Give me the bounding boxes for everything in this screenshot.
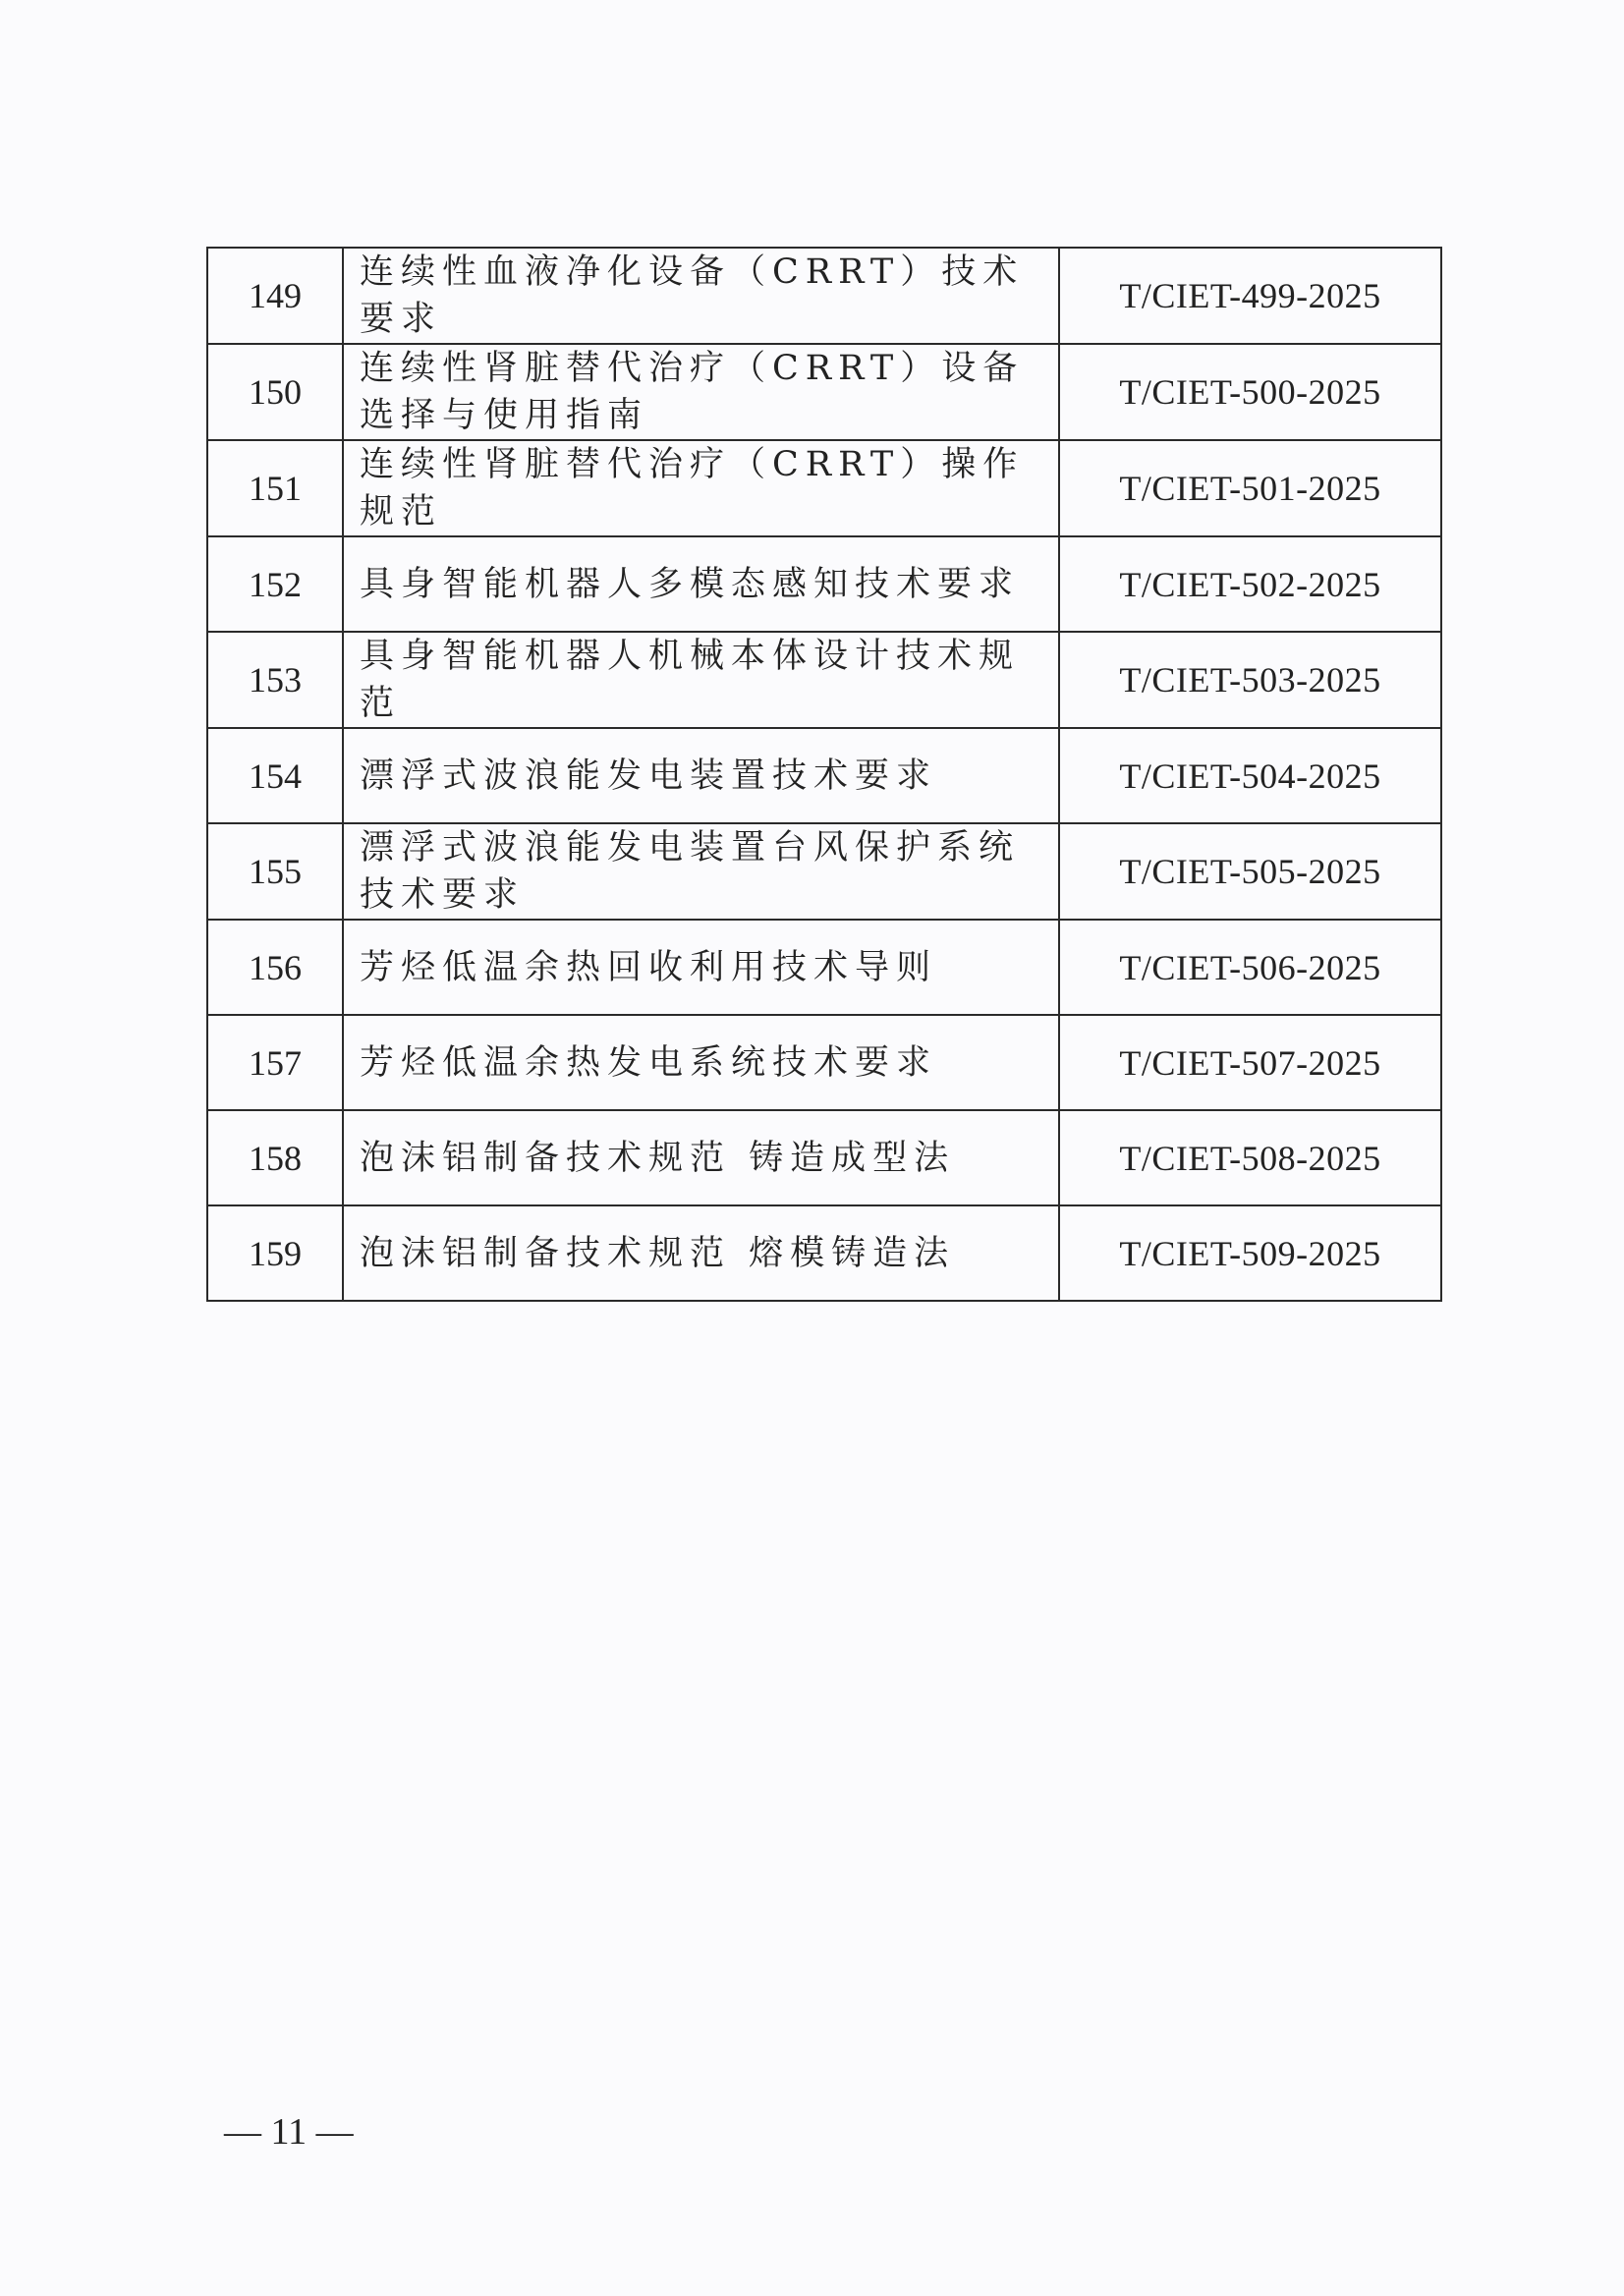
standard-code: T/CIET-502-2025 bbox=[1059, 536, 1441, 632]
table-row bbox=[207, 248, 1441, 344]
standard-code: T/CIET-507-2025 bbox=[1059, 1015, 1441, 1110]
row-number: 158 bbox=[207, 1110, 343, 1205]
row-number: 153 bbox=[207, 632, 343, 728]
table-row bbox=[207, 344, 1441, 440]
table-row bbox=[207, 823, 1441, 920]
table-row bbox=[207, 1205, 1441, 1301]
standard-name: 具身智能机器人多模态感知技术要求 bbox=[343, 536, 1059, 632]
standard-name: 芳烃低温余热回收利用技术导则 bbox=[343, 920, 1059, 1015]
page-number: — 11 — bbox=[224, 2111, 354, 2153]
row-number: 150 bbox=[207, 344, 343, 440]
standard-name: 连续性肾脏替代治疗（CRRT）操作规范 bbox=[343, 440, 1059, 536]
table-row bbox=[207, 440, 1441, 536]
table-row bbox=[207, 632, 1441, 728]
standard-name: 芳烃低温余热发电系统技术要求 bbox=[343, 1015, 1059, 1110]
standard-code: T/CIET-509-2025 bbox=[1059, 1205, 1441, 1301]
table-row bbox=[207, 1015, 1441, 1110]
row-number: 155 bbox=[207, 823, 343, 920]
table-row bbox=[207, 1110, 1441, 1205]
standard-code: T/CIET-500-2025 bbox=[1059, 344, 1441, 440]
standard-name: 连续性肾脏替代治疗（CRRT）设备选择与使用指南 bbox=[343, 344, 1059, 440]
standard-code: T/CIET-501-2025 bbox=[1059, 440, 1441, 536]
row-number: 157 bbox=[207, 1015, 343, 1110]
table-row bbox=[207, 728, 1441, 823]
standard-name: 漂浮式波浪能发电装置台风保护系统技术要求 bbox=[343, 823, 1059, 920]
standard-code: T/CIET-508-2025 bbox=[1059, 1110, 1441, 1205]
standards-table bbox=[206, 247, 1442, 1302]
standard-name: 连续性血液净化设备（CRRT）技术要求 bbox=[343, 248, 1059, 344]
row-number: 149 bbox=[207, 248, 343, 344]
standard-code: T/CIET-499-2025 bbox=[1059, 248, 1441, 344]
standard-code: T/CIET-506-2025 bbox=[1059, 920, 1441, 1015]
table-row bbox=[207, 920, 1441, 1015]
standard-code: T/CIET-505-2025 bbox=[1059, 823, 1441, 920]
row-number: 152 bbox=[207, 536, 343, 632]
table-row bbox=[207, 536, 1441, 632]
row-number: 159 bbox=[207, 1205, 343, 1301]
standard-code: T/CIET-504-2025 bbox=[1059, 728, 1441, 823]
standard-name: 漂浮式波浪能发电装置技术要求 bbox=[343, 728, 1059, 823]
standard-name: 泡沫铝制备技术规范 铸造成型法 bbox=[343, 1110, 1059, 1205]
row-number: 156 bbox=[207, 920, 343, 1015]
standard-name: 泡沫铝制备技术规范 熔模铸造法 bbox=[343, 1205, 1059, 1301]
standard-code: T/CIET-503-2025 bbox=[1059, 632, 1441, 728]
standard-name: 具身智能机器人机械本体设计技术规范 bbox=[343, 632, 1059, 728]
row-number: 154 bbox=[207, 728, 343, 823]
row-number: 151 bbox=[207, 440, 343, 536]
